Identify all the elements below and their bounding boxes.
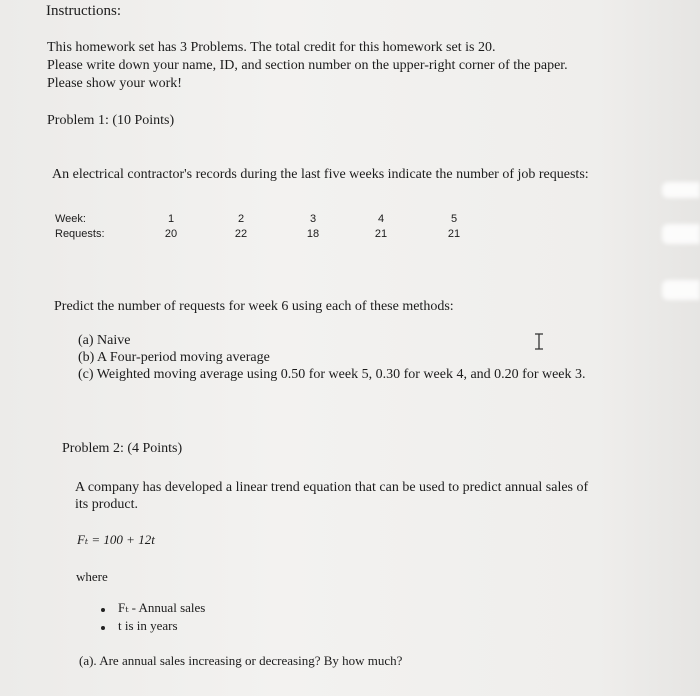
- method-c: (c) Weighted moving average using 0.50 for week 5, 0.30 for week 4, and 0.20 for week 3.: [78, 367, 586, 382]
- bullet-ft: Fₜ - Annual sales: [118, 600, 206, 615]
- requests-cell: 22: [234, 228, 248, 240]
- problem-1-prompt: Predict the number of requests for week 6 using each of these methods:: [54, 299, 454, 314]
- instruction-line-1: This homework set has 3 Problems. The total credit for this homework set is 20.: [47, 40, 496, 55]
- method-b: (b) A Four-period moving average: [78, 350, 270, 365]
- week-cell: 3: [309, 213, 317, 225]
- instructions-heading: Instructions:: [46, 3, 121, 19]
- method-a: (a) Naive: [78, 333, 131, 348]
- glare-2: [662, 224, 700, 244]
- week-row-label: Week:: [55, 213, 86, 225]
- question-a: (a). Are annual sales increasing or decreasing? By how much?: [79, 653, 403, 668]
- problem-2-intro-line-1: A company has developed a linear trend equation that can be used to predict annual sales of: [75, 480, 589, 495]
- week-cell: 4: [377, 213, 385, 225]
- glare-1: [662, 182, 700, 198]
- problem-1-intro: An electrical contractor's records during the last five weeks indicate the number of job requests:: [52, 167, 589, 182]
- text-cursor-icon: [533, 333, 545, 350]
- requests-cell: 21: [374, 228, 388, 240]
- problem-2-intro-line-2: its product.: [75, 497, 138, 512]
- week-cell: 1: [167, 213, 175, 225]
- bullet-t: t is in years: [118, 618, 178, 633]
- problem-2-title: Problem 2: (4 Points): [62, 441, 183, 456]
- requests-row-label: Requests:: [55, 228, 105, 240]
- bullet-icon: [101, 626, 105, 630]
- requests-cell: 21: [447, 228, 461, 240]
- glare-3: [662, 280, 700, 300]
- instruction-line-3: Please show your work!: [47, 76, 182, 91]
- week-cell: 2: [237, 213, 245, 225]
- instruction-line-2: Please write down your name, ID, and section number on the upper-right corner of the paper.: [47, 58, 568, 73]
- requests-cell: 20: [164, 228, 178, 240]
- problem-1-title: Problem 1: (10 Points): [47, 113, 175, 128]
- bullet-icon: [101, 608, 105, 612]
- where-label: where: [76, 569, 108, 584]
- trend-equation: Fₜ = 100 + 12t: [77, 532, 155, 547]
- requests-cell: 18: [306, 228, 320, 240]
- week-cell: 5: [450, 213, 458, 225]
